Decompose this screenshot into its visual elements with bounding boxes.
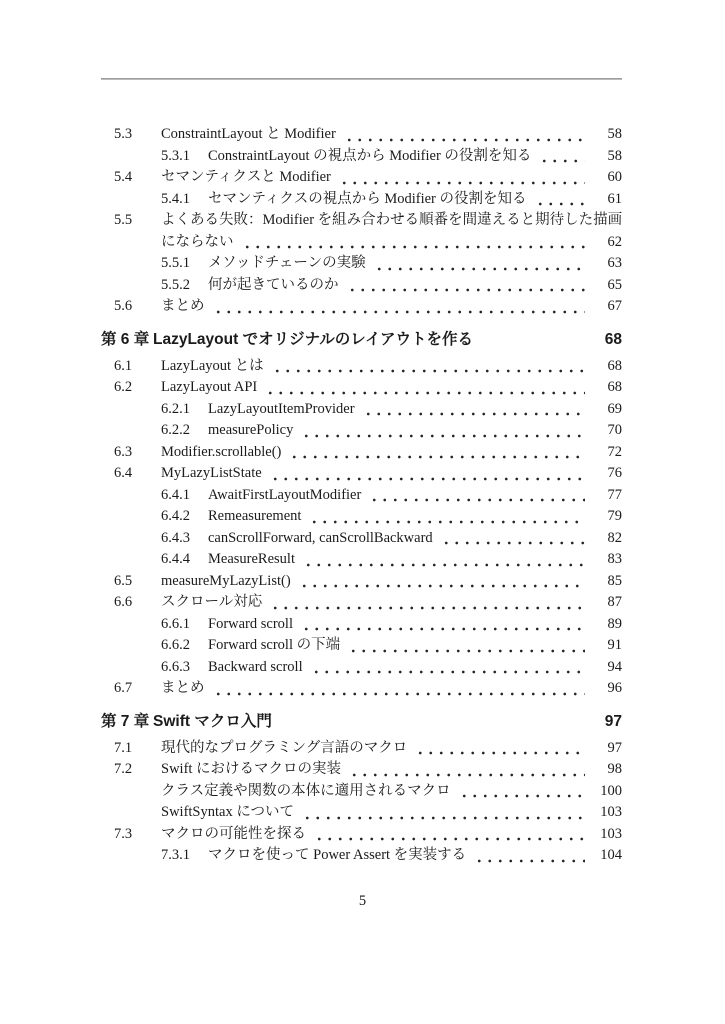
dot-leader <box>361 399 585 421</box>
entry-number: 6.2.2 <box>161 422 190 438</box>
entry-title: セマンティクスと Modifier <box>161 169 331 185</box>
entry-number: 6.4.4 <box>161 551 190 567</box>
toc-entry-row <box>101 506 622 528</box>
entry-number: 6.4.1 <box>161 486 190 503</box>
entry-title: まとめ <box>161 680 205 696</box>
toc-entry-row <box>101 167 622 189</box>
entry-number: 第 7 章 <box>101 712 150 730</box>
entry-title: Swift におけるマクロの実装 <box>161 761 342 777</box>
toc-entry-row <box>101 463 622 485</box>
entry-page-number: 58 <box>607 147 622 164</box>
entry-title: まとめ <box>161 298 205 314</box>
entry-number: 第 6 章 <box>101 330 150 348</box>
entry-number: 6.5 <box>114 572 133 589</box>
entry-title: MyLazyListState <box>161 465 262 481</box>
toc-entry-row <box>101 614 622 636</box>
dot-leader <box>337 167 585 189</box>
toc-entry-row <box>101 678 622 700</box>
entry-page-number: 97 <box>607 739 622 756</box>
entry-number: 6.4.3 <box>161 529 190 546</box>
entry-title: ConstraintLayout と Modifier <box>161 126 336 142</box>
entry-number: 6.6.1 <box>161 615 190 632</box>
toc-entry-row <box>101 210 622 232</box>
toc-entry-row <box>101 296 622 318</box>
dot-leader <box>268 463 585 485</box>
dot-leader <box>268 592 585 614</box>
entry-page-number: 63 <box>607 255 622 271</box>
toc-chapter-row <box>101 711 622 733</box>
dot-leader <box>307 506 585 528</box>
entry-title: ConstraintLayout の視点から Modifier の役割を知る <box>208 147 532 164</box>
entry-title: 現代的なプログラミング言語のマクロ <box>161 739 408 756</box>
entry-title: よくある失敗：Modifier を組み合わせる順番を間違えると期待した描画 <box>161 212 623 228</box>
entry-page-number: 60 <box>607 169 622 185</box>
entry-number: 6.6.2 <box>161 637 190 653</box>
toc-entry-row <box>101 845 622 867</box>
dot-leader <box>301 549 585 571</box>
entry-title: 何が起きているのか <box>208 276 339 293</box>
dot-leader <box>309 657 585 679</box>
dot-leader <box>457 781 585 803</box>
entry-page-number: 69 <box>607 400 622 417</box>
entry-page-number: 98 <box>607 761 622 777</box>
entry-page-number: 104 <box>600 847 622 863</box>
header-rule <box>101 78 622 80</box>
entry-number: 6.6.3 <box>161 658 190 675</box>
dot-leader <box>270 356 585 378</box>
toc-entry-row <box>101 399 622 421</box>
entry-title: AwaitFirstLayoutModifier <box>208 486 362 503</box>
dot-leader <box>299 614 585 636</box>
toc-entry-row <box>101 275 622 297</box>
entry-number: 6.1 <box>114 357 133 374</box>
toc-entry-row <box>101 549 622 571</box>
entry-number: 6.2 <box>114 379 133 395</box>
entry-title: measureMyLazyList() <box>161 572 291 589</box>
dot-leader <box>300 802 585 824</box>
entry-page-number: 96 <box>607 680 622 696</box>
dot-leader <box>472 845 585 867</box>
footer-page-number: 5 <box>358 892 367 909</box>
dot-leader <box>439 528 585 550</box>
entry-number: 5.6 <box>114 298 133 314</box>
entry-title: マクロの可能性を探る <box>161 825 306 842</box>
entry-title: スクロール対応 <box>161 594 263 610</box>
toc-list <box>101 124 622 867</box>
entry-number: 5.4.1 <box>161 190 190 207</box>
toc-entry-row <box>101 189 622 211</box>
entry-page-number: 83 <box>607 551 622 567</box>
entry-number: 6.4 <box>114 465 133 481</box>
entry-title: Remeasurement <box>208 508 302 524</box>
toc-entry-row <box>101 356 622 378</box>
dot-leader <box>211 678 586 700</box>
entry-number: 5.3 <box>114 126 133 142</box>
toc-chapter-row <box>101 329 622 351</box>
toc-entry-row <box>101 635 622 657</box>
toc-entry-row <box>101 592 622 614</box>
entry-title: クラス定義や関数の本体に適用されるマクロ <box>161 782 451 799</box>
entry-page-number: 65 <box>607 276 622 293</box>
entry-number: 5.5.1 <box>161 255 190 271</box>
entry-page-number: 77 <box>607 486 622 503</box>
entry-number: 7.1 <box>114 739 133 756</box>
entry-page-number: 82 <box>607 529 622 546</box>
entry-page-number: 72 <box>607 443 622 460</box>
dot-leader <box>211 296 586 318</box>
dot-leader <box>347 759 585 781</box>
toc-entry-row <box>101 657 622 679</box>
dot-leader <box>342 124 585 146</box>
entry-number: 7.2 <box>114 761 133 777</box>
entry-page-number: 103 <box>600 804 622 820</box>
toc-entry-row <box>101 824 622 846</box>
entry-page-number: 91 <box>607 637 622 653</box>
entry-page-number: 87 <box>607 594 622 610</box>
dot-leader <box>240 232 586 254</box>
entry-title: LazyLayout とは <box>161 357 264 374</box>
entry-number: 6.7 <box>114 680 133 696</box>
entry-number: 6.6 <box>114 594 133 610</box>
entry-number: 5.3.1 <box>161 147 190 164</box>
entry-page-number: 94 <box>607 658 622 675</box>
toc-entry-row <box>101 802 622 824</box>
toc-entry-row <box>101 420 622 442</box>
toc-entry-row <box>101 442 622 464</box>
toc-entry-row <box>101 759 622 781</box>
entry-number: 5.4 <box>114 169 133 185</box>
entry-page-number: 97 <box>604 712 622 730</box>
toc-entry-row <box>101 485 622 507</box>
toc-entry-row <box>101 738 622 760</box>
entry-page-number: 89 <box>607 615 622 632</box>
toc-entry-row <box>101 146 622 168</box>
entry-number: 6.3 <box>114 443 133 460</box>
entry-title: LazyLayout API <box>161 379 258 395</box>
dot-leader <box>372 253 585 275</box>
entry-title: measurePolicy <box>208 422 294 438</box>
toc-entry-row <box>101 377 622 399</box>
entry-page-number: 68 <box>607 379 622 395</box>
entry-page-number: 62 <box>607 233 622 250</box>
dot-leader <box>537 146 585 168</box>
entry-number: 7.3 <box>114 825 133 842</box>
entry-page-number: 61 <box>607 190 622 207</box>
dot-leader <box>263 377 585 399</box>
entry-number: 5.5 <box>114 212 133 228</box>
dot-leader <box>299 420 585 442</box>
entry-title: メソッドチェーンの実験 <box>208 255 366 271</box>
entry-number: 6.4.2 <box>161 508 190 524</box>
entry-title: Swift マクロ入門 <box>153 712 272 730</box>
entry-title: MeasureResult <box>208 551 295 567</box>
entry-title: Forward scroll の下端 <box>208 637 341 653</box>
toc-entry-row <box>101 528 622 550</box>
entry-title: SwiftSyntax について <box>161 804 295 820</box>
toc-entry-continuation-row <box>101 232 622 254</box>
entry-page-number: 58 <box>607 126 622 142</box>
entry-title: LazyLayoutItemProvider <box>208 400 355 417</box>
entry-title: Backward scroll <box>208 658 303 675</box>
dot-leader <box>346 635 585 657</box>
entry-number: 7.3.1 <box>161 847 190 863</box>
entry-title: Forward scroll <box>208 615 293 632</box>
entry-page-number: 100 <box>600 782 622 799</box>
dot-leader <box>287 442 585 464</box>
entry-title: LazyLayout でオリジナルのレイアウトを作る <box>153 330 474 348</box>
entry-page-number: 103 <box>600 825 622 842</box>
dot-leader <box>533 189 586 211</box>
entry-page-number: 79 <box>607 508 622 524</box>
entry-title: マクロを使って Power Assert を実装する <box>208 847 467 863</box>
dot-leader <box>413 738 585 760</box>
entry-title: canScrollForward, canScrollBackward <box>208 529 433 546</box>
dot-leader <box>297 571 585 593</box>
toc-entry-row <box>101 571 622 593</box>
toc-entry-row <box>101 124 622 146</box>
entry-page-number: 70 <box>607 422 622 438</box>
entry-title: セマンティクスの視点から Modifier の役割を知る <box>208 190 527 207</box>
entry-page-number: 68 <box>604 330 622 348</box>
entry-page-number: 67 <box>607 298 622 314</box>
toc-entry-row <box>101 781 622 803</box>
dot-leader <box>312 824 585 846</box>
entry-page-number: 85 <box>607 572 622 589</box>
entry-number: 5.5.2 <box>161 276 190 293</box>
entry-page-number: 76 <box>607 465 622 481</box>
entry-page-number: 68 <box>607 357 622 374</box>
entry-number: 6.2.1 <box>161 400 190 417</box>
dot-leader <box>367 485 585 507</box>
entry-title-line2: にならない <box>161 233 234 250</box>
toc-entry-row <box>101 253 622 275</box>
entry-title: Modifier.scrollable() <box>161 443 282 460</box>
dot-leader <box>345 275 586 297</box>
